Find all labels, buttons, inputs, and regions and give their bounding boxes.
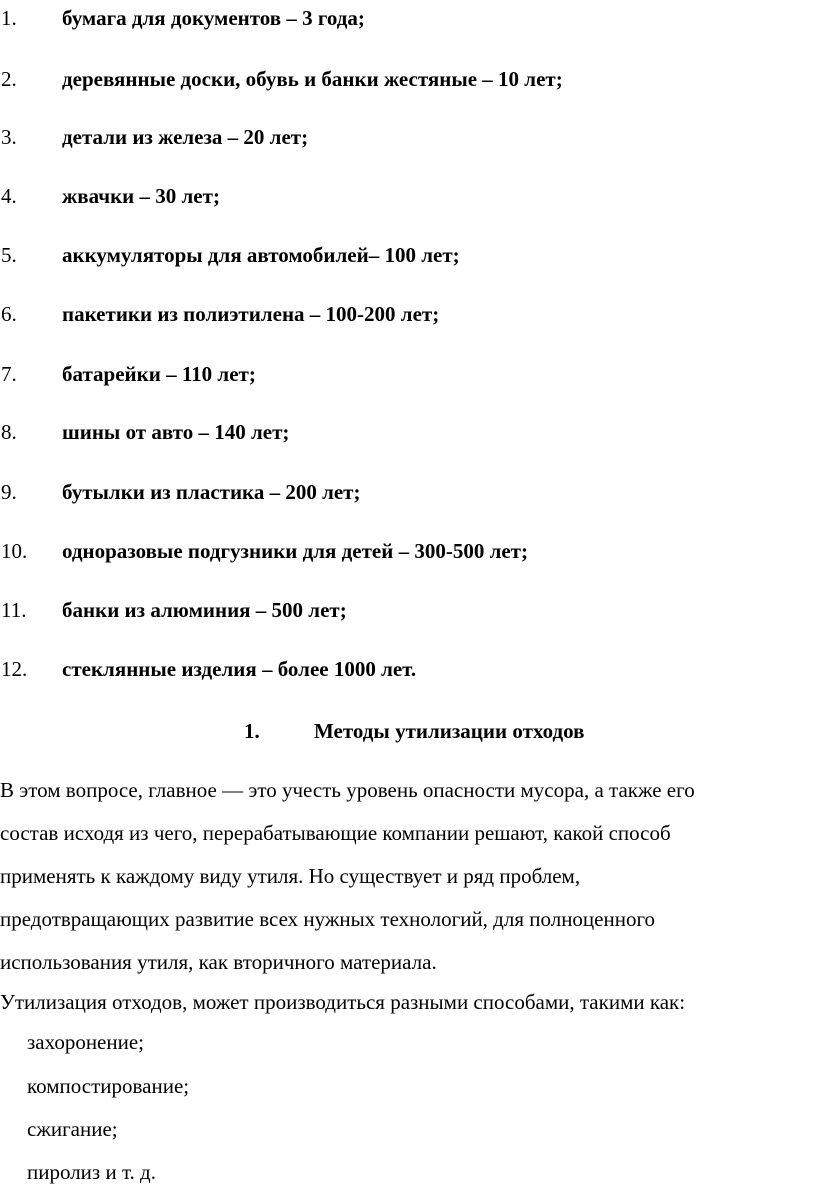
list-item-text: одноразовые подгузники для детей – 300-500 лет; <box>62 539 528 563</box>
list-item-text: стеклянные изделия – более 1000 лет. <box>62 657 417 681</box>
list-item-number: 3. <box>1 125 17 149</box>
paragraph-line: использования утиля, как вторичного материала. <box>0 950 437 974</box>
list-item-number: 9. <box>1 480 17 504</box>
section-title: Методы утилизации отходов <box>314 719 585 743</box>
method-item: пиролиз и т. д. <box>27 1160 156 1184</box>
paragraph-line: предотвращающих развитие всех нужных технологий, для полноценного <box>0 907 656 931</box>
list-item-number: 1. <box>1 6 17 30</box>
list-item-text: детали из железа – 20 лет; <box>62 125 309 149</box>
list-item-number: 6. <box>1 302 17 326</box>
list-item-number: 4. <box>1 184 17 208</box>
paragraph-line: Утилизация отходов, может производиться разными способами, такими как: <box>0 990 686 1014</box>
list-item-text: банки из алюминия – 500 лет; <box>62 598 347 622</box>
paragraph <box>0 769 816 984</box>
list-item-text: шины от авто – 140 лет; <box>62 420 290 444</box>
method-item: сжигание; <box>27 1117 118 1141</box>
list-item-number: 10. <box>1 539 28 563</box>
list-item-text: аккумуляторы для автомобилей– 100 лет; <box>62 243 460 267</box>
method-item: захоронение; <box>27 1030 145 1054</box>
paragraph-line: применять к каждому виду утиля. Но существует и ряд проблем, <box>0 864 581 888</box>
paragraph <box>0 981 816 1024</box>
list-item-text: бутылки из пластика – 200 лет; <box>62 480 361 504</box>
list-item-text: бумага для документов – 3 года; <box>62 6 365 30</box>
paragraph-line: состав исходя из чего, перерабатывающие компании решают, какой способ <box>0 821 671 845</box>
list-item-number: 12. <box>1 657 28 681</box>
list-item-text: деревянные доски, обувь и банки жестяные – 10 лет; <box>62 67 563 91</box>
list-item-text: батарейки – 110 лет; <box>62 362 256 386</box>
method-item: компостирование; <box>27 1074 190 1098</box>
section-number: 1. <box>244 719 260 743</box>
list-item-number: 7. <box>1 362 17 386</box>
list-item-number: 8. <box>1 420 17 444</box>
list-item-number: 5. <box>1 243 17 267</box>
list-item-text: пакетики из полиэтилена – 100-200 лет; <box>62 302 440 326</box>
list-item-text: жвачки – 30 лет; <box>62 184 220 208</box>
list-item-number: 11. <box>1 598 27 622</box>
paragraph-line: В этом вопросе, главное — это учесть уровень опасности мусора, а также его <box>0 778 695 802</box>
list-item-number: 2. <box>1 67 17 91</box>
